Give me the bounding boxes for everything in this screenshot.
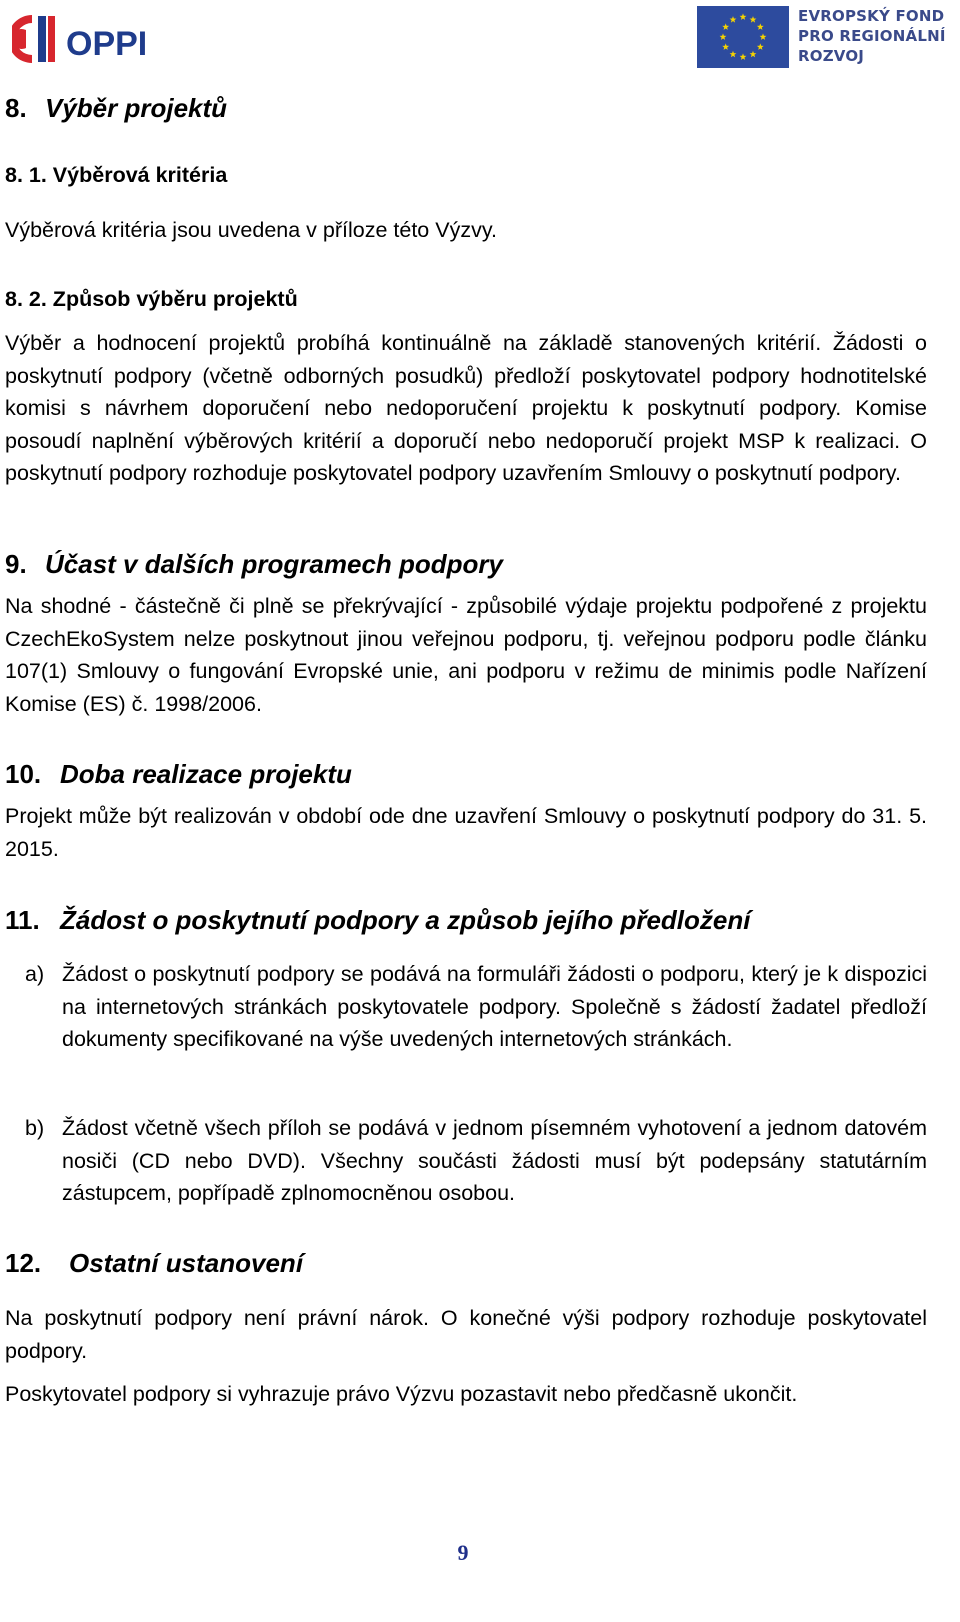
section-8-heading [5,91,227,125]
eu-flag-icon [697,6,789,68]
section-number: 11. [5,905,40,935]
section-title: Doba realizace projektu [60,759,352,789]
eu-fund-line-3: ROZVOJ [798,47,865,65]
eu-fund-text [798,6,946,66]
subsection-8-1-heading: 8. 1. Výběrová kritéria [5,163,228,187]
section-title: Ostatní ustanovení [69,1248,304,1278]
section-10-heading [5,757,352,791]
section-number: 12. [5,1248,42,1278]
oppi-symbol-icon [12,15,55,63]
page-header [0,0,960,80]
eu-fund-logo [697,6,957,68]
section-title: Účast v dalších programech podpory [45,549,504,579]
section-9-heading [5,547,503,581]
list-item-text: Žádost o poskytnutí podpory se podává na formuláři žádosti o podporu, který je k dispozici na internetových stránkách poskytovatele podpory. Společně s žádostí žadatel předloží dokumenty specifikované na výše uvedených internetových stránkách. [62,962,927,1051]
section-9-text: Na shodné - částečně či plně se překrývající - způsobilé výdaje projektu podpořené z projektu CzechEkoSystem nelze poskytnout jinou veřejnou podporu, tj. veřejnou podporu podle článku 107(1) Smlouvy o fungování Evropské unie, ani podporu v režimu de minimis podle Nařízení Komise (ES) č. 1998/2006. [5,594,927,716]
section-12-text-2: Poskytovatel podpory si vyhrazuje právo Výzvu pozastavit nebo předčasně ukončit. [5,1382,798,1406]
section-11-heading [5,903,750,937]
section-12-heading [5,1246,303,1280]
subsection-8-2-text: Výběr a hodnocení projektů probíhá kontinuálně na základě stanovených kritérií. Žádosti o poskytnutí podpory (včetně odborných posudků) předloží poskytovatel podpory hodnotitelské komisi s návrhem doporučení nebo nedoporučení projektu k poskytnutí podpory. Komise posoudí naplnění výběrových kritérií a doporučí nebo nedoporučí projekt MSP k realizaci. O poskytnutí podpory rozhoduje poskytovatel podpory uzavřením Smlouvy o poskytnutí podpory. [5,331,927,485]
section-title: Výběr projektů [45,93,228,123]
section-12-text-1: Na poskytnutí podpory není právní nárok. O konečné výši podpory rozhoduje poskytovatel podpory. [5,1306,927,1363]
section-10-text: Projekt může být realizován v období ode dne uzavření Smlouvy o poskytnutí podpory do 31. 5. 2015. [5,804,927,861]
section-number: 9. [5,549,27,579]
section-number: 8. [5,93,27,123]
oppi-logo [12,11,172,67]
list-marker: b) [25,1116,45,1140]
oppi-logo-text: OPPI [66,25,148,63]
eu-fund-line-2: PRO REGIONÁLNÍ [798,27,946,45]
list-marker: a) [25,962,45,986]
section-number: 10. [5,759,42,789]
eu-fund-line-1: EVROPSKÝ FOND [798,7,945,25]
subsection-8-2-heading: 8. 2. Způsob výběru projektů [5,287,298,311]
page-number: 9 [457,1540,469,1565]
subsection-8-1-text: Výběrová kritéria jsou uvedena v příloze této Výzvy. [5,218,497,242]
section-title: Žádost o poskytnutí podpory a způsob jejího předložení [60,905,751,935]
list-item-text: Žádost včetně všech příloh se podává v jednom písemném vyhotovení a jednom datovém nosiči (CD nebo DVD). Všechny součásti žádosti musí být podepsány statutárním zástupcem, popřípadě zplnomocněnou osobou. [62,1116,927,1205]
